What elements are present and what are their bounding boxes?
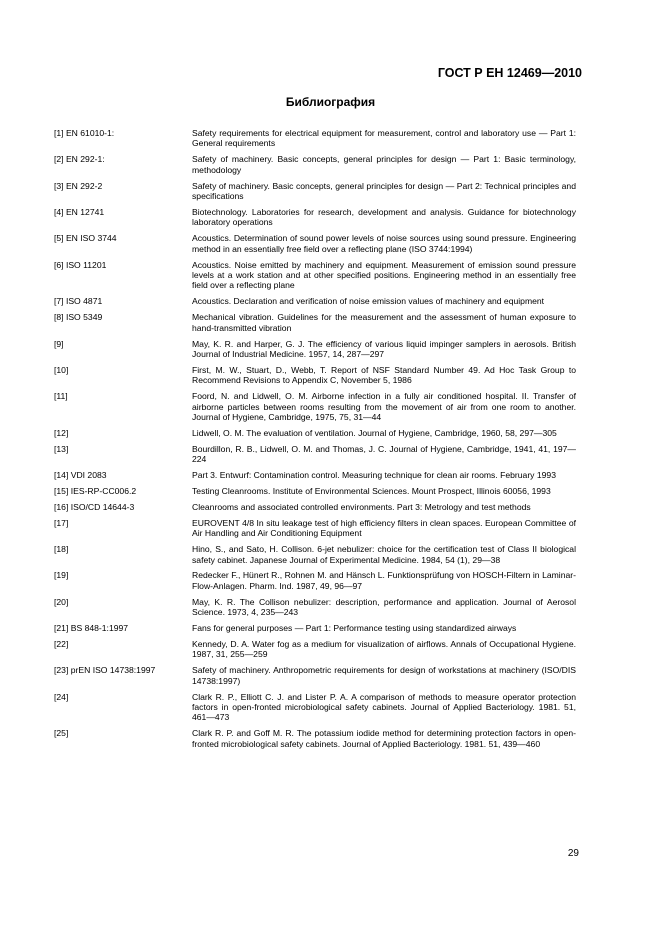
reference-id: [19] [54,570,69,581]
reference-text: May, K. R. and Harper, G. J. The efficiency of various liquid impinger samplers in aerosols. British Journal of Industrial Medicine. 1957, 14, 287—297 [192,338,576,359]
reference-id: [11] [54,391,68,402]
reference-item [54,339,576,360]
reference-text: Lidwell, O. M. The evaluation of ventilation. Journal of Hygiene, Cambridge, 1960, 58, 297—305 [192,427,557,438]
reference-text: Cleanrooms and associated controlled environments. Part 3: Metrology and test methods [192,501,531,512]
reference-item [54,665,576,686]
reference-id: [12] [54,427,69,438]
reference-item [54,128,576,149]
reference-item [54,470,576,480]
reference-item [54,692,576,723]
reference-text: Clark R. P. and Goff M. R. The potassium iodide method for determining protection factors in open-fronted microbiological safety cabinets. Journal of Applied Bacteriology. 1981. 51, 439—460 [192,728,576,749]
bibliography-list [54,128,576,755]
reference-text: Safety requirements for electrical equipment for measurement, control and laboratory use — Part 1: General requirements [192,128,576,149]
reference-text: Redecker F., Hünert R., Rohnen M. and Hänsch L. Funktionsprüfung von HOSCH-Filtern in Laminar-Flow-Anlagen. Pharm. Ind. 1987, 49, 96—97 [192,570,576,591]
reference-text: EUROVENT 4/8 In situ leakage test of high efficiency filters in clean spaces. European Committee of Air Handling and Air Conditioning Equipment [192,517,576,539]
reference-id: [14] VDI 2083 [54,470,107,481]
reference-text: Acoustics. Noise emitted by machinery and equipment. Measurement of emission sound pressure levels at a work station and at other specified positions. Engineering method in an essentially free field over a reflecting plane [192,259,576,291]
reference-id: [2] EN 292-1: [54,154,105,165]
reference-id: [6] ISO 11201 [54,259,107,270]
reference-item [54,391,576,422]
reference-text: Part 3. Entwurf: Contamination control. Measuring technique for clean air rooms. February 1993 [192,470,556,481]
reference-text: Foord, N. and Lidwell, O. M. Airborne infection in a fully air conditioned hospital. II. Transfer of airborne particles between rooms resulting from the movement of air from one room to another. Journal of Hygiene, Cambridge, 1975, 75, 31—44 [192,391,576,422]
reference-item [54,597,576,618]
reference-item [54,623,576,633]
reference-text: Clark R. P., Elliott C. J. and Lister P. A. A comparison of methods to measure operator protection factors in open-fronted microbiological safety cabinets. Journal of Applied Bacteriology. 1981. 51, 461—473 [192,691,576,723]
reference-text: First, M. W., Stuart, D., Webb, T. Report of NSF Standard Number 49. Ad Hoc Task Group to Recommend Revisions to Appendix C, November 5, 1986 [192,364,576,386]
reference-id: [23] prEN ISO 14738:1997 [54,665,156,676]
reference-id: [9] [54,338,64,349]
reference-item [54,639,576,660]
reference-item [54,728,576,749]
reference-id: [24] [54,691,69,702]
reference-text: Mechanical vibration. Guidelines for the measurement and the assessment of human exposure to hand-transmitted vibration [192,312,576,333]
reference-item [54,502,576,512]
reference-id: [3] EN 292-2 [54,180,103,191]
reference-id: [22] [54,638,69,649]
reference-item [54,207,576,228]
reference-id: [5] EN ISO 3744 [54,233,117,244]
reference-text: Safety of machinery. Basic concepts, general principles for design — Part 1: Basic terminology, methodology [192,154,576,175]
reference-id: [13] [54,443,69,454]
reference-id: [21] BS 848-1:1997 [54,623,129,634]
reference-id: [1] EN 61010-1: [54,128,115,138]
reference-id: [7] ISO 4871 [54,296,103,307]
reference-id: [10] [54,364,69,375]
reference-item [54,181,576,202]
reference-item [54,486,576,496]
reference-item [54,570,576,591]
reference-item [54,296,576,306]
reference-id: [16] ISO/CD 14644-3 [54,501,135,512]
reference-item [54,260,576,291]
reference-id: [20] [54,596,69,607]
reference-text: Kennedy, D. A. Water fog as a medium for visualization of airflows. Annals of Occupational Hygiene. 1987, 31, 255—259 [192,638,576,660]
reference-text: Acoustics. Determination of sound power levels of noise sources using sound pressure. Engineering method in an essentially free field over a reflecting plane (ISO 3744:1994) [192,233,576,254]
reference-id: [17] [54,517,69,528]
document-code: ГОСТ Р ЕН 12469—2010 [437,66,582,80]
reference-item [54,233,576,254]
reference-text: Fans for general purposes — Part 1: Performance testing using standardized airways [192,623,517,634]
reference-id: [25] [54,728,69,739]
reference-item [54,365,576,386]
reference-id: [8] ISO 5349 [54,312,103,323]
reference-id: [15] IES-RP-CC006.2 [54,485,137,496]
reference-id: [18] [54,544,69,555]
reference-text: Testing Cleanrooms. Institute of Environmental Sciences. Mount Prospect, Illinois 60056, 1993 [192,485,551,496]
reference-text: Bourdillon, R. B., Lidwell, O. M. and Thomas, J. C. Journal of Hygiene, Cambridge, 1941, 41, 197—224 [192,443,576,465]
reference-id: [4] EN 12741 [54,206,105,217]
reference-text: Biotechnology. Laboratories for research, development and analysis. Guidance for biotechnology laboratory operations [192,206,576,228]
reference-text: Safety of machinery. Basic concepts, general principles for design — Part 2: Technical principles and specifications [192,180,576,202]
reference-item [54,312,576,333]
page-number: 29 [567,848,579,859]
reference-item [54,154,576,175]
reference-text: May, K. R. The Collison nebulizer: description, performance and application. Journal of Aerosol Science. 1973, 4, 235—243 [192,596,576,618]
reference-item [54,544,576,565]
reference-text: Acoustics. Declaration and verification of noise emission values of machinery and equipment [192,296,545,307]
reference-text: Hino, S., and Sato, H. Collison. 6-jet nebulizer: choice for the certification test of Class II biological safety cabinet. Japanese Journal of Experimental Medicine. 1984, 54 (1), 29—38 [192,544,576,565]
reference-text: Safety of machinery. Anthropometric requirements for design of workstations at machinery (ISO/DIS 14738:1997) [192,665,576,686]
reference-item [54,428,576,438]
page-title: Библиография [285,95,376,109]
reference-item [54,444,576,465]
reference-item [54,518,576,539]
